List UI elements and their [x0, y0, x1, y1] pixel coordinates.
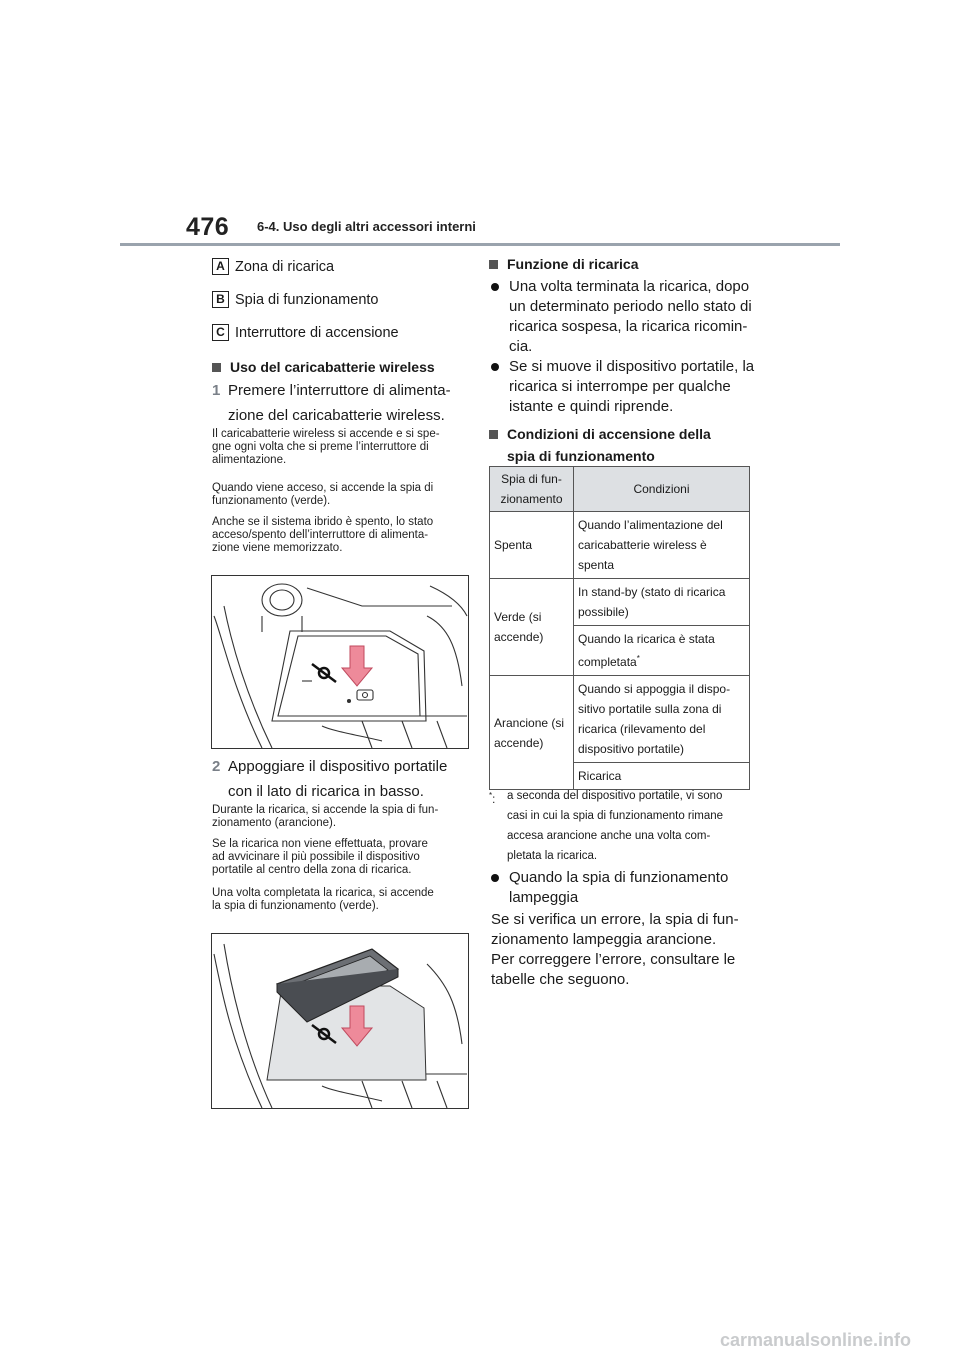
- bullet-dot-icon: [491, 363, 499, 371]
- step-line: Appoggiare il dispositivo portatile: [228, 758, 448, 775]
- text-line: zionamento lampeggia arancione.: [491, 931, 717, 948]
- text-line: accende): [494, 630, 544, 644]
- text-line: Verde (si: [494, 610, 542, 624]
- text-line: ricarica sospesa, la ricarica ricomin-: [509, 318, 748, 335]
- text-line: alimentazione.: [212, 454, 287, 466]
- text-line: zionamento (arancione).: [212, 817, 337, 829]
- step-text: [228, 380, 451, 426]
- figure-charging-switch: [211, 575, 469, 749]
- table-cell: [574, 512, 750, 579]
- legend-label: Interruttore di accensione: [235, 324, 399, 341]
- bullet-move-device: [491, 357, 761, 417]
- paragraph-not-charging: [212, 838, 472, 877]
- text-line: Spia di fun-: [501, 472, 562, 486]
- wireless-charge-icon: [312, 664, 336, 682]
- text-line: a seconda del dispositivo portatile, vi sono: [507, 790, 723, 802]
- text-line: casi in cui la spia di funzionamento rimane: [507, 810, 724, 822]
- console-phone-illustration: [212, 934, 468, 1108]
- text-line: ricarica si interrompe per qualche: [509, 378, 731, 395]
- bullet-dot-icon: [491, 874, 499, 882]
- text-line: Se si verifica un errore, la spia di fun-: [491, 911, 739, 928]
- paragraph-orange: [212, 804, 472, 830]
- text-line: Il caricabatterie wireless si accende e si spe-: [212, 428, 440, 440]
- page-number: 476: [186, 213, 230, 241]
- step-number: 1: [212, 382, 221, 399]
- text-line: Quando l’alimentazione del: [578, 518, 723, 532]
- table-cell: [574, 676, 750, 763]
- indicator-conditions-table: [489, 466, 750, 790]
- text-line: sitivo portatile sulla zona di: [578, 702, 722, 716]
- bullet-restart: [491, 277, 761, 357]
- text-line: Anche se il sistema ibrido è spento, lo stato: [212, 516, 434, 528]
- heading-charging-function: [489, 255, 638, 274]
- heading-text: [507, 423, 711, 467]
- text-line: Quando la ricarica è stata: [578, 632, 715, 646]
- text-line: Una volta terminata la ricarica, dopo: [509, 278, 750, 295]
- step-line: Premere l’interruttore di alimenta-: [228, 382, 451, 399]
- legend-item-c: [212, 324, 399, 341]
- text-line: accende): [494, 735, 544, 750]
- text-line: acceso/spento dell’interruttore di alimenta-: [212, 529, 429, 541]
- step-number: 2: [212, 758, 221, 775]
- legend-label: Zona di ricarica: [235, 258, 335, 275]
- text-line: funzionamento (verde).: [212, 495, 331, 507]
- text-line: Quando la spia di funzionamento: [509, 869, 729, 886]
- paragraph-green: [212, 482, 472, 508]
- text-line: gne ogni volta che si preme l’interruttore di: [212, 441, 429, 453]
- square-bullet-icon: [489, 430, 498, 439]
- text-line: ad avvicinare il più possibile il dispositivo: [212, 851, 420, 863]
- bullet-dot-icon: [491, 283, 499, 291]
- text-line: istante e quindi riprende.: [509, 398, 674, 415]
- heading-text: Uso del caricabatterie wireless: [230, 359, 435, 375]
- header-rule: [120, 243, 840, 246]
- text-line: cia.: [509, 338, 533, 355]
- footnote: *: a seconda del dispositivo portatile, vi sono casi in cui la spia di funzionamento rimane accesa arancione anche una volta com- pletata la ricarica.: [489, 790, 724, 862]
- table-header-cell: [490, 467, 574, 512]
- text-line: portatile al centro della zona di ricarica.: [212, 864, 412, 876]
- legend-item-a: [212, 258, 334, 275]
- table-header-row: [490, 467, 750, 512]
- paragraph-switch: [212, 428, 472, 467]
- text-line: lampeggia: [509, 889, 579, 906]
- text-line: un determinato periodo nello stato di: [509, 298, 752, 315]
- text-line: Per correggere l’errore, consultare le: [491, 951, 736, 968]
- step-1: [212, 380, 472, 426]
- step-2: [212, 756, 472, 802]
- table-cell: Ricarica: [574, 763, 750, 790]
- figure-phone-on-pad: [211, 933, 469, 1109]
- table-row: [490, 512, 750, 579]
- watermark: carmanualsonline.info: [720, 1330, 912, 1350]
- step-line: zione del caricabatterie wireless.: [228, 407, 445, 424]
- text-line: la spia di funzionamento (verde).: [212, 900, 379, 912]
- text-line: Quando si appoggia il dispo-: [578, 682, 731, 696]
- text-line: pletata la ricarica.: [507, 850, 598, 862]
- legend-badge: A: [212, 258, 229, 275]
- text-line: zione viene memorizzato.: [212, 542, 343, 554]
- heading-wireless-use: [212, 358, 435, 377]
- table-cell: [490, 579, 574, 676]
- legend-badge: C: [212, 324, 229, 341]
- heading-indicator-conditions: [489, 423, 711, 467]
- console-illustration: [212, 576, 468, 748]
- text-line: Se la ricarica non viene effettuata, provare: [212, 838, 428, 850]
- square-bullet-icon: [212, 363, 221, 372]
- arrow-down-icon: [342, 646, 372, 686]
- legend-item-b: [212, 291, 379, 308]
- text-line: caricabatterie wireless è: [578, 538, 707, 552]
- legend-badge: B: [212, 291, 229, 308]
- heading-line: spia di funzionamento: [507, 448, 655, 464]
- text-line: dispositivo portatile): [578, 742, 685, 756]
- table-cell: [574, 626, 750, 676]
- table-cell: [574, 579, 750, 626]
- text-line: Una volta completata la ricarica, si accende: [212, 887, 434, 899]
- bullet-text: [509, 357, 754, 417]
- bullet-blinking: [491, 868, 761, 908]
- heading-text: Funzione di ricarica: [507, 256, 639, 272]
- text-line: Arancione (si: [494, 715, 565, 730]
- text-line: zionamento: [500, 492, 563, 506]
- legend-label: Spia di funzionamento: [235, 291, 379, 308]
- text-line: completata: [578, 655, 637, 669]
- table-cell: [490, 676, 574, 790]
- paragraph-complete: [212, 887, 472, 913]
- footnote-marker: *: [489, 791, 493, 800]
- table-header-cell: Condizioni: [574, 467, 750, 512]
- text-line: tabelle che seguono.: [491, 971, 630, 988]
- paragraph-memorized: [212, 516, 472, 555]
- text-line: Durante la ricarica, si accende la spia di fun-: [212, 804, 439, 816]
- paragraph-error: [491, 910, 761, 990]
- section-title: 6-4. Uso degli altri accessori interni: [257, 219, 476, 234]
- text-line: Se si muove il dispositivo portatile, la: [509, 358, 755, 375]
- text-line: spenta: [578, 558, 615, 572]
- text-line: accesa arancione anche una volta com-: [507, 830, 711, 842]
- table-row: [490, 676, 750, 763]
- bullet-text: [509, 277, 752, 357]
- table-row: [490, 579, 750, 626]
- text-line: ricarica (rilevamento del: [578, 722, 706, 736]
- text-line: Quando viene acceso, si accende la spia di: [212, 482, 434, 494]
- step-text: [228, 756, 447, 802]
- square-bullet-icon: [489, 260, 498, 269]
- step-line: con il lato di ricarica in basso.: [228, 783, 424, 800]
- text-line: possibile): [578, 605, 629, 619]
- footnote-marker: *: [636, 654, 640, 663]
- heading-line: Condizioni di accensione della: [507, 426, 711, 442]
- table-cell: Spenta: [490, 512, 574, 579]
- text-line: In stand-by (stato di ricarica: [578, 585, 726, 599]
- bullet-text: [509, 868, 728, 908]
